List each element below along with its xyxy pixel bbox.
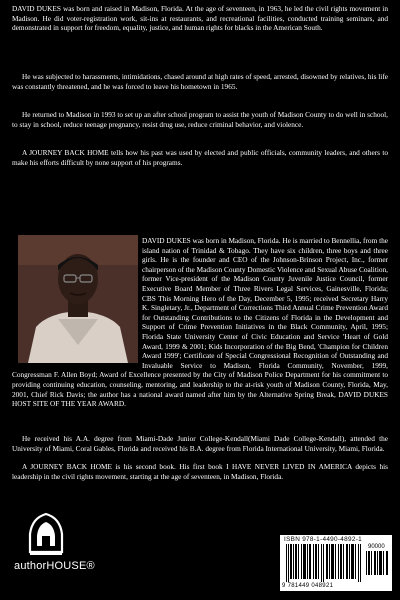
intro-paragraph-2: He was subjected to harassments, intimidations, chased around at high rates of speed, arrested, disowned by relatives, his life was constantly threatened, and he was forced to leave his hometown in 1965. <box>12 72 388 91</box>
barcode <box>280 535 392 591</box>
intro-paragraph-4: A JOURNEY BACK HOME tells how his past was used by elected and public officials, community leaders, and others to make his efforts difficult by none support of his programs. <box>12 148 388 167</box>
book-paragraph: A JOURNEY BACK HOME is his second book. His first book I HAVE NEVER LIVED IN AMERICA depicts his leadership in the civil rights movement, starting at the age of seventeen, in Madison, Florida. <box>12 462 388 481</box>
price-code: 90000 <box>368 544 385 550</box>
intro-paragraph-3: He returned to Madison in 1993 to set up an after school program to assist the youth of Madison County to do well in school, to stay in school, reduce teenage pregnancy, resist drug use, reduce criminal behavior, and violence. <box>12 110 388 129</box>
addon-barcode <box>366 551 390 575</box>
barcode-number: 9 781449 048921 <box>282 583 334 589</box>
bio-section <box>12 236 388 409</box>
bio-paragraph: DAVID DUKES was born in Madison, Florida. He is married to Bennellia, from the island nation of Trinidad & Tobago. They have six children, three boys and three girls. He is the founder and CEO of the Johnson-Brinson Project, Inc., former chairperson of the Madison County Domestic Violence and Sexual Abuse Coalition, former Vice-president of the Madison County Juvenile Justice Council, former Executive Board Member of Three Rivers Legal Services, Gainesville, Florida; CBS This Morning Hero of the Day, December 5, 1995; received Secretary Harry K. Singletary, Jr., Department of Corrections Third Annual Crime Prevention Award for Outstanding Contributions to the Citizens of Florida in the Development and Support of Crime Prevention Initiatives in the Black Community, April, 1995; Florida State University Center of Civic Education and Service 'Heart of Gold Award, 1999 & 2001; Kids Incorporation of the Big Bend, 'Champion for Children Award 1999'; Certificate of Special Congressional Recognition of Outstanding and Invaluable Service to Madison, Florida Community, November, 1999, Congressman F. Allen Boyd; Award of Excellence presented by the City of Madison Police Department for his commitment to providing continuing education, counseling, mentoring, and leadership to the at-risk youth of Madison County, Florida, May, 2001, Chief Rick Davis; the author has a national award named after him by the Alternative Spring Break, DAVID DUKES HOST SITE OF THE YEAR AWARD. <box>12 236 388 409</box>
publisher-house-icon <box>26 512 66 556</box>
intro-paragraph-1: DAVID DUKES was born and raised in Madison, Florida. At the age of seventeen, in 1963, he led the civil rights movement in Madison. He did voter-registration work, sit-ins at restaurants, and recreational facilities, conducted training seminars, and demonstrated in support for freedom, equality, justice, and human rights for blacks in the American South. <box>12 4 388 33</box>
isbn-label: ISBN 978-1-4490-4892-1 <box>284 536 363 543</box>
ean-barcode <box>284 544 364 582</box>
publisher-name: authorHOUSE® <box>14 560 95 572</box>
education-paragraph: He received his A.A. degree from Miami-Dade Junior College-Kendall(Miami Dade College-Kendall), attended the University of Miami, Coral Gables, Florida and received his B.A. degree from Florida International University, Miami, Florida. <box>12 434 388 453</box>
